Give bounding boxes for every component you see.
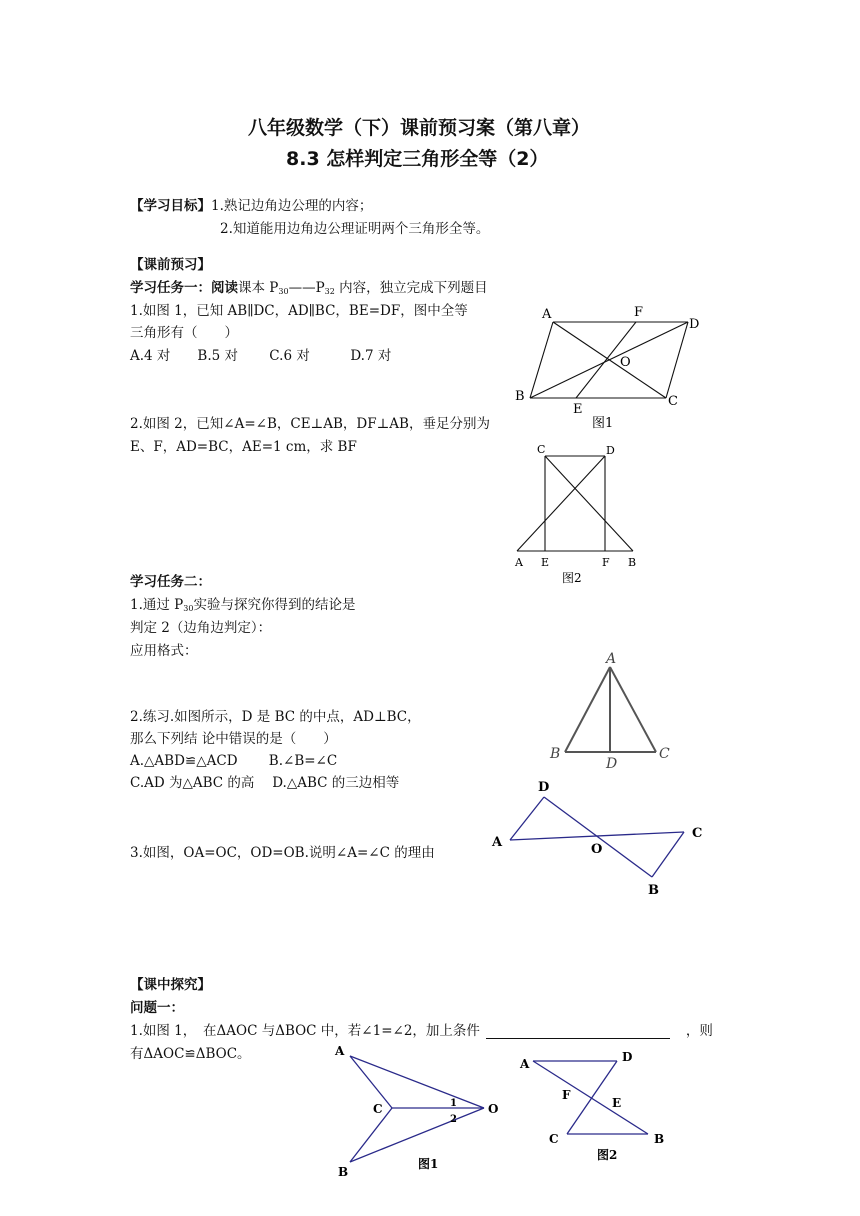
fig2-label-d: D [606, 444, 615, 457]
kite-line-bo [350, 1108, 484, 1162]
kite-line-ac [350, 1056, 392, 1108]
fig1-label-c: C [668, 394, 678, 409]
q1-line1: 1.如图 1，已知 AB∥DC，AD∥BC，BE=DF，图中全等 [130, 303, 468, 319]
task2-line1 [130, 593, 355, 613]
zfig-label-c: C [549, 1132, 559, 1146]
kite-label-one: 1 [450, 1098, 457, 1109]
iso-edge-ab [565, 667, 610, 752]
zfig-line-dc [567, 1061, 617, 1134]
zfig-label-f: F [562, 1088, 571, 1102]
fig2-label-e: E [541, 556, 550, 569]
answer-blank[interactable] [486, 1024, 670, 1039]
kite-label-a: A [335, 1044, 345, 1058]
practice-options-cd: C.AD 为△ABC 的高 D.△ABC 的三边相等 [130, 775, 400, 791]
page-title: 八年级数学（下）课前预习案（第八章） [248, 117, 591, 139]
task1-read: 阅读 [211, 280, 238, 296]
page-subtitle: 8.3 怎样判定三角形全等（2） [286, 148, 549, 170]
kite-label-o: O [488, 1102, 499, 1116]
zfig-line-ab [533, 1061, 648, 1134]
task1-label: 学习任务一： [130, 280, 211, 296]
bowtie-label-c: C [692, 826, 703, 841]
kite-label-c: C [373, 1102, 383, 1116]
practice-line2: 那么下列结 论中错误的是（ ） [130, 731, 337, 747]
q1-options: A.4 对 B.5 对 C.6 对 D.7 对 [130, 348, 392, 364]
task1-sub-a: 30 [278, 287, 289, 296]
bowtie-label-a: A [492, 835, 503, 850]
fig2-label-c: C [537, 443, 546, 456]
task1-sub-b: 32 [324, 287, 335, 296]
fig1-label-d: D [689, 317, 700, 332]
goals-item-1: 1.熟记边角边公理的内容； [211, 198, 373, 214]
iso-edge-ac [610, 667, 656, 752]
bowtie-label-d: D [538, 780, 550, 795]
fig2-label-b: B [628, 556, 637, 569]
task2-line1a: 1.通过 P [130, 597, 184, 613]
zfig-caption: 图2 [597, 1148, 618, 1162]
iso-label-d: D [606, 756, 618, 772]
task1-line [130, 276, 488, 296]
fig2-label-a: A [515, 556, 523, 569]
kite-line-ao [350, 1056, 484, 1108]
q2-line1: 2.如图 2，已知∠A=∠B，CE⊥AB，DF⊥AB，垂足分别为 [130, 416, 490, 432]
explore-line1a: 1.如图 1， 在ΔAOC 与ΔBOC 中，若∠1=∠2，加上条件 [130, 1023, 480, 1039]
explore-section-label: 【课中探究】 [130, 977, 211, 993]
explore-line2: 有ΔAOC≌ΔBOC。 [130, 1046, 251, 1062]
task2-line3: 应用格式： [130, 643, 198, 659]
fig1-label-o: O [620, 355, 631, 370]
fig1-label-a: A [542, 307, 552, 322]
kite-label-two: 2 [450, 1114, 457, 1125]
fig1-diag-bd [530, 322, 688, 398]
task1-text-b: ——P [288, 280, 325, 296]
bowtie-line-db [544, 797, 652, 877]
bowtie-label-o: O [591, 842, 603, 857]
fig2-line-ad [517, 456, 605, 551]
bowtie-line-cb [652, 832, 684, 877]
explore-line1b: ，则 [685, 1023, 713, 1039]
goals-label: 【学习目标】 [130, 198, 211, 214]
fig1-edge-dc [666, 322, 688, 398]
goals-block [130, 194, 372, 214]
zfig-label-b: B [654, 1132, 665, 1146]
problem1-label: 问题一： [130, 1000, 184, 1016]
zfig-label-a: A [520, 1057, 530, 1071]
fig1-edge-ba [530, 322, 553, 398]
explore-line1 [130, 1019, 713, 1039]
fig1-diag-ac [553, 322, 666, 398]
practice-options-ab: A.△ABD≌△ACD B.∠B=∠C [130, 753, 338, 769]
fig2-line-bc [545, 456, 633, 551]
task1-text-c: 内容，独立完成下列题目 [334, 280, 488, 296]
task1-text-a: 课本 P [238, 280, 279, 296]
task2-label: 学习任务二： [130, 574, 211, 590]
task2-line2: 判定 2（边角边判定）： [130, 620, 272, 636]
zfig-label-e: E [612, 1096, 622, 1110]
goals-item-2: 2.知道能用边角边公理证明两个三角形全等。 [220, 221, 490, 237]
q3-text: 3.如图，OA=OC，OD=OB.说明∠A=∠C 的理由 [130, 845, 435, 861]
fig1-label-e: E [573, 402, 583, 417]
kite-line-bc [350, 1108, 392, 1162]
bowtie-line-ad [510, 797, 544, 840]
preview-section-label: 【课前预习】 [130, 257, 211, 273]
kite-label-b: B [338, 1165, 349, 1179]
bowtie-label-b: B [648, 883, 659, 898]
q1-line2: 三角形有（ ） [130, 325, 238, 341]
kite-caption: 图1 [418, 1157, 439, 1171]
fig1-caption: 图1 [592, 416, 614, 431]
fig2-label-f: F [602, 556, 610, 569]
iso-label-b: B [550, 746, 561, 762]
fig1-label-b: B [515, 389, 525, 404]
task2-line1b: 实验与探究你得到的结论是 [193, 597, 356, 613]
fig1-label-f: F [634, 305, 644, 320]
iso-label-a: A [606, 651, 617, 667]
bowtie-line-ac [510, 832, 684, 840]
task2-line1-sub: 30 [183, 604, 194, 613]
iso-label-c: C [659, 746, 670, 762]
q2-line2: E、F，AD=BC，AE=1 cm，求 BF [130, 439, 357, 455]
practice-line1: 2.练习.如图所示，D 是 BC 的中点，AD⊥BC， [130, 709, 421, 725]
fig1-line-ef [576, 322, 636, 398]
fig2-caption: 图2 [562, 571, 582, 585]
zfig-label-d: D [622, 1050, 633, 1064]
